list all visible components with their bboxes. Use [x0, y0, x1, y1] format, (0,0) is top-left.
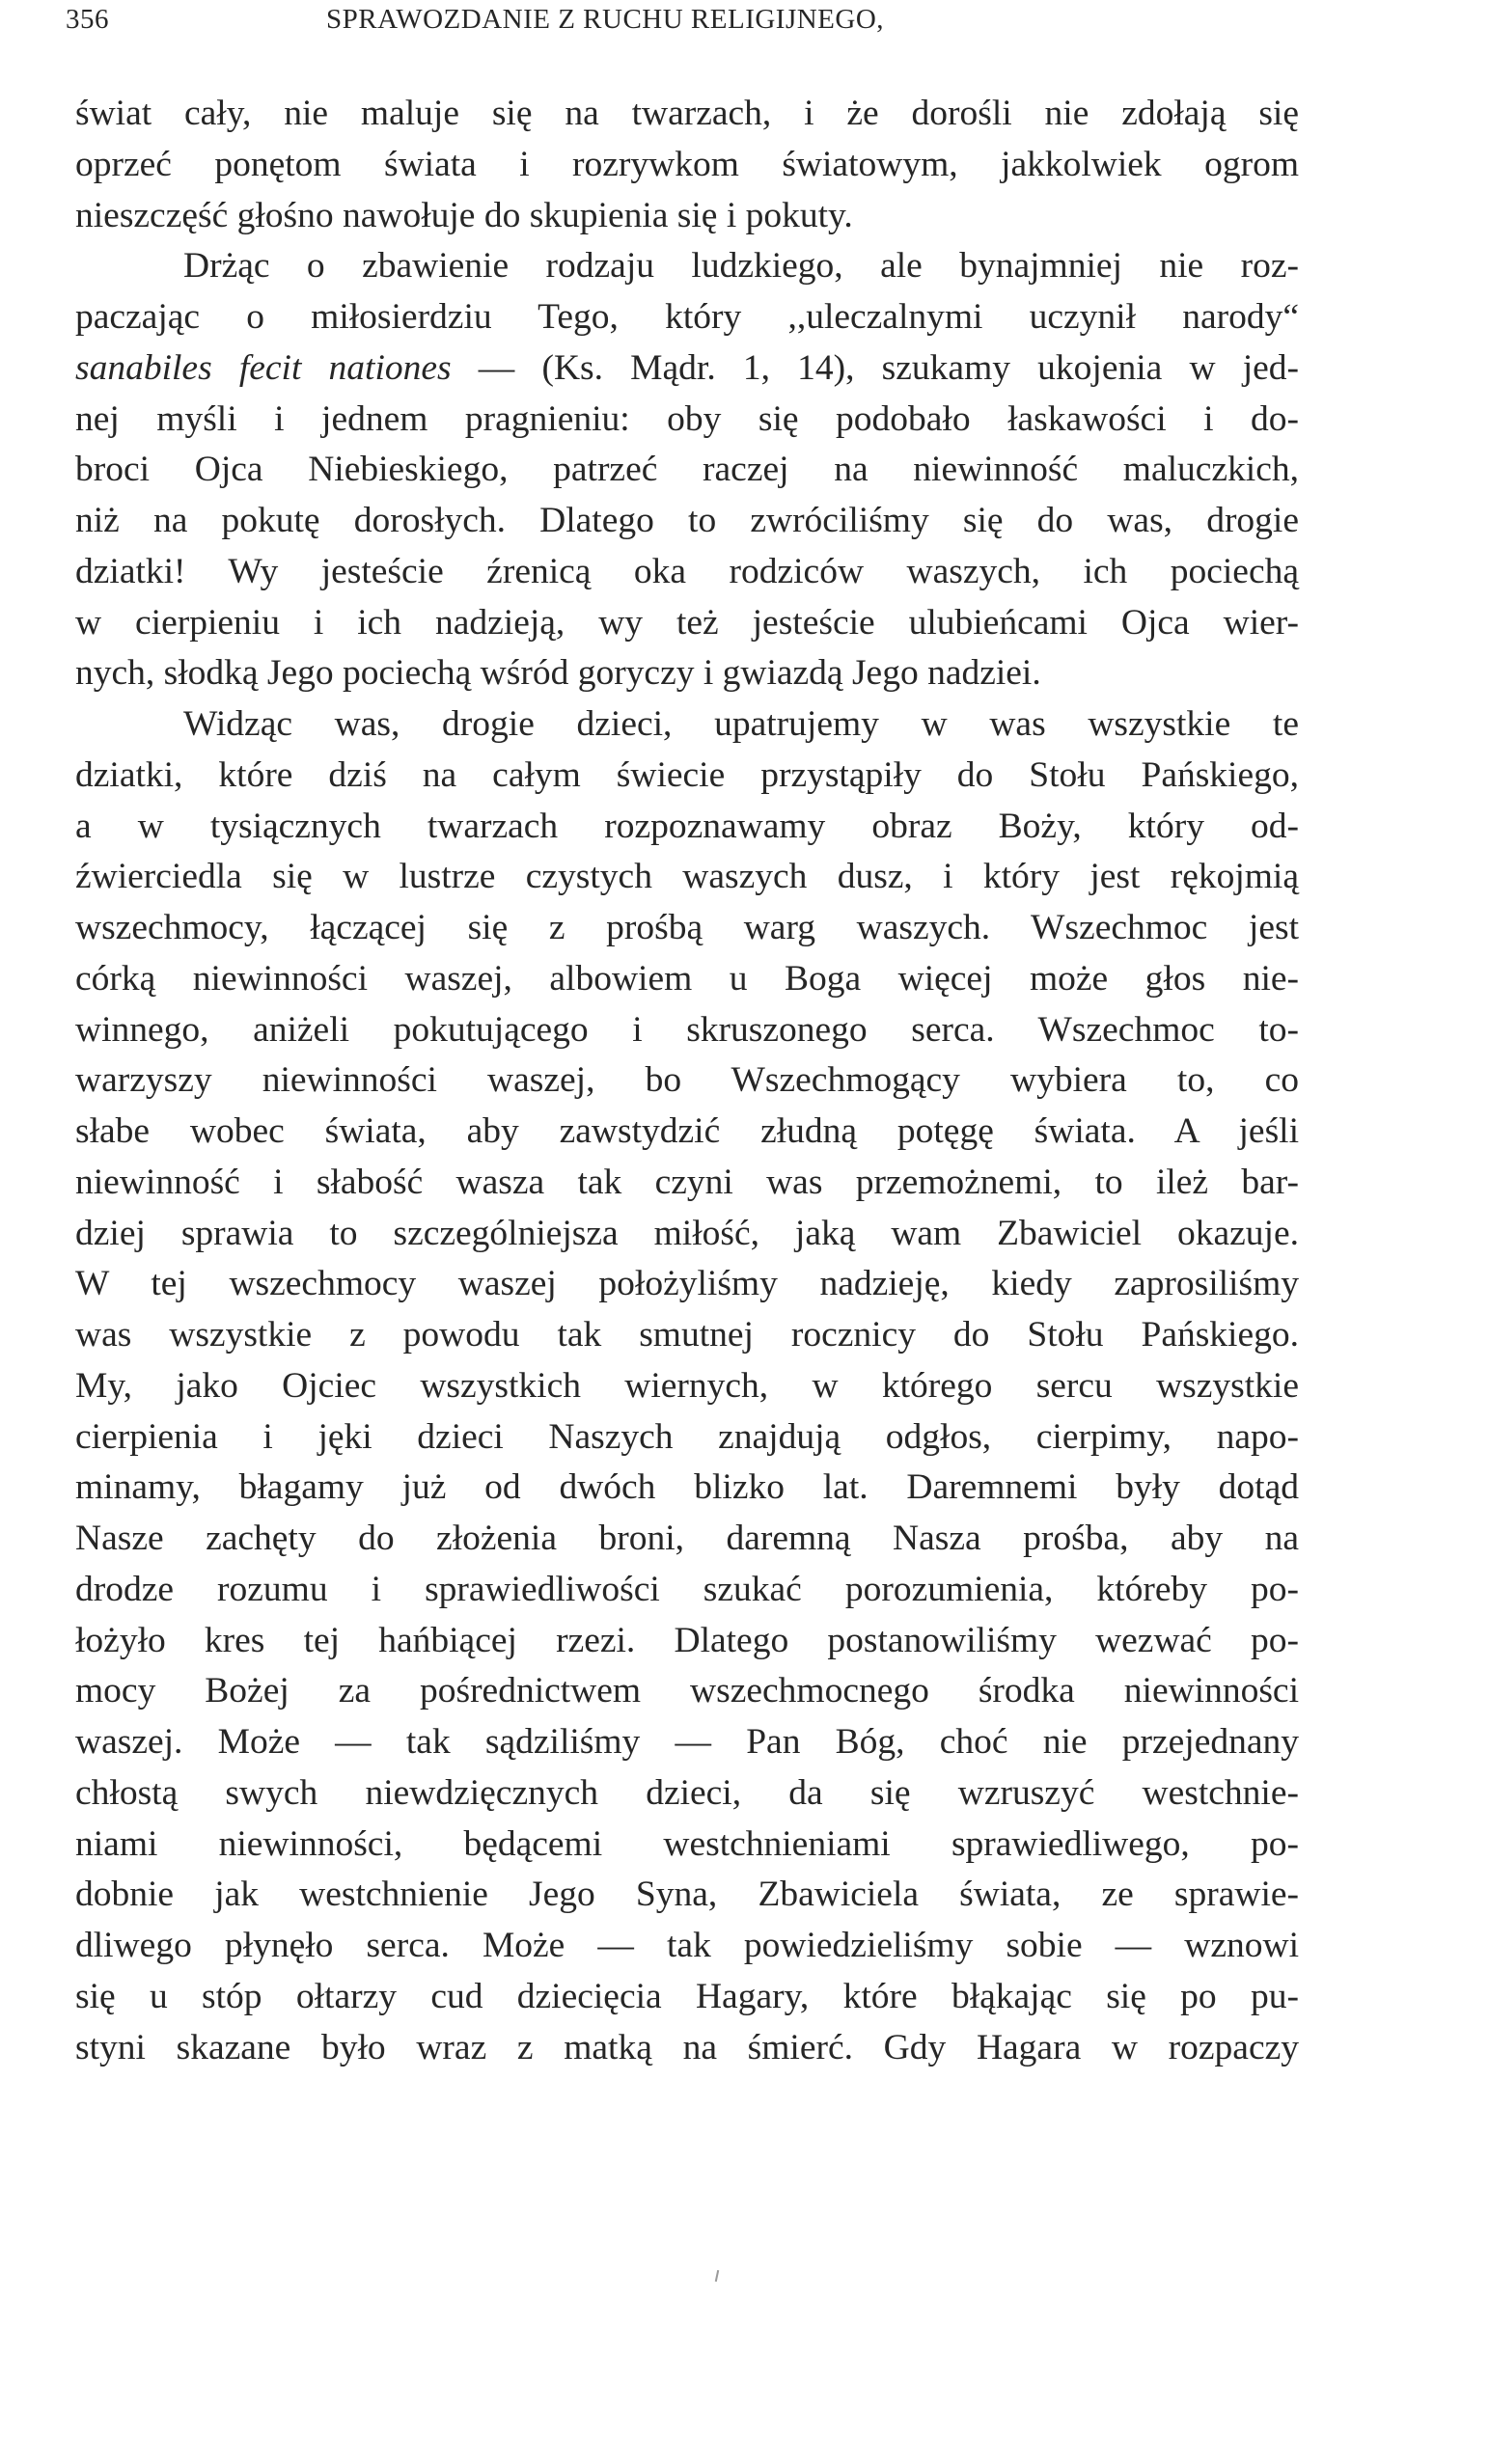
text-line: Nasze zachęty do złożenia broni, daremną Nasza prośba, aby na — [75, 1519, 1299, 1558]
page-number: 356 — [66, 4, 109, 35]
text-line: a w tysiącznych twarzach rozpoznawamy obraz Boży, który od- — [75, 806, 1299, 846]
text-line: niami niewinności, będącemi westchnieniami sprawiedliwego, po- — [75, 1823, 1299, 1864]
text-line: minamy, błagamy już od dwóch blizko lat. Daremnemi były dotąd — [75, 1467, 1299, 1508]
text-line: mocy Bożej za pośrednictwem wszechmocnego środka niewinności — [75, 1671, 1299, 1711]
text-line: źwierciedla się w lustrze czystych waszych dusz, i który jest rękojmią — [75, 857, 1299, 897]
text-line — [75, 343, 1299, 395]
text-line: wszechmocy, łączącej się z prośbą warg waszych. Wszechmoc jest — [75, 908, 1299, 947]
stray-ink-mark — [715, 2270, 719, 2282]
text-line: dziej sprawia to szczególniejsza miłość, jaką wam Zbawiciel okazuje. — [75, 1213, 1299, 1253]
text-line: niż na pokutę dorosłych. Dlatego to zwróciliśmy się do was, drogie — [75, 501, 1299, 540]
text-line: drodze rozumu i sprawiedliwości szukać porozumienia, któreby po- — [75, 1569, 1299, 1609]
text-line: się u stóp ołtarzy cud dziecięcia Hagary, które błąkając się po pu- — [75, 1976, 1299, 2016]
text-line: dziatki! Wy jesteście źrenicą oka rodziców waszych, ich pociechą — [75, 551, 1299, 591]
text-line: świat cały, nie maluje się na twarzach, i że dorośli nie zdołają się — [75, 94, 1299, 133]
text-line: warzyszy niewinności waszej, bo Wszechmogący wybiera to, co — [75, 1060, 1299, 1101]
text-line: winnego, aniżeli pokutującego i skruszonego serca. Wszechmoc to- — [75, 1009, 1299, 1050]
text-line: My, jako Ojciec wszystkich wiernych, w którego sercu wszystkie — [75, 1365, 1299, 1406]
text-line-fragment: — (Ks. Mądr. 1, 14), szukamy ukojenia w jed- — [478, 347, 1299, 388]
text-line: was wszystkie z powodu tak smutnej rocznicy do Stołu Pańskiego. — [75, 1315, 1299, 1355]
text-line: waszej. Może — tak sądziliśmy — Pan Bóg, choć nie przejednany — [75, 1722, 1299, 1762]
text-line: łożyło kres tej hańbiącej rzezi. Dlatego postanowiliśmy wezwać po- — [75, 1620, 1299, 1660]
text-line: W tej wszechmocy waszej położyliśmy nadzieję, kiedy zaprosiliśmy — [75, 1264, 1299, 1304]
text-line: nych, słodką Jego pociechą wśród goryczy i gwiazdą Jego nadziei. — [75, 653, 1041, 694]
text-line: cierpienia i jęki dzieci Naszych znajdują odgłos, cierpimy, napo- — [75, 1416, 1299, 1457]
text-line: dobnie jak westchnienie Jego Syna, Zbawiciela świata, ze sprawie- — [75, 1875, 1299, 1915]
text-line: Drżąc o zbawienie rodzaju ludzkiego, ale bynajmniej nie roz- — [183, 246, 1299, 287]
text-line: oprzeć ponętom świata i rozrywkom światowym, jakkolwiek ogrom — [75, 144, 1299, 184]
text-line: nieszczęść głośno nawołuje do skupienia się i pokuty. — [75, 195, 853, 235]
text-line: paczając o miłosierdziu Tego, który ,,uleczalnymi uczynił narody“ — [75, 297, 1299, 337]
text-line: dliwego płynęło serca. Może — tak powiedzieliśmy sobie — wznowi — [75, 1926, 1299, 1965]
text-line: w cierpieniu i ich nadzieją, wy też jesteście ulubieńcami Ojca wier- — [75, 602, 1299, 643]
text-line: dziatki, które dziś na całym świecie przystąpiły do Stołu Pańskiego, — [75, 754, 1299, 795]
text-line: córką niewinności waszej, albowiem u Boga więcej może głos nie- — [75, 958, 1299, 999]
text-line: nej myśli i jednem pragnieniu: oby się podobało łaskawości i do- — [75, 398, 1299, 439]
latin-phrase: sanabiles fecit nationes — [75, 347, 452, 388]
text-line: styni skazane było wraz z matką na śmierć. Gdy Hagara w rozpaczy — [75, 2027, 1299, 2067]
text-line: niewinność i słabość wasza tak czyni was przemożnemi, to ileż bar- — [75, 1162, 1299, 1202]
text-line: Widząc was, drogie dzieci, upatrujemy w was wszystkie te — [183, 704, 1299, 744]
text-line: słabe wobec świata, aby zawstydzić złudną potęgę świata. A jeśli — [75, 1111, 1299, 1151]
text-line: chłostą swych niewdzięcznych dzieci, da się wzruszyć westchnie- — [75, 1772, 1299, 1813]
running-head — [66, 0, 1320, 39]
header-title: SPRAWOZDANIE Z RUCHU RELIGIJNEGO, — [326, 4, 885, 35]
text-line: broci Ojca Niebieskiego, patrzeć raczej na niewinność maluczkich, — [75, 450, 1299, 490]
body-text — [75, 89, 1299, 2073]
